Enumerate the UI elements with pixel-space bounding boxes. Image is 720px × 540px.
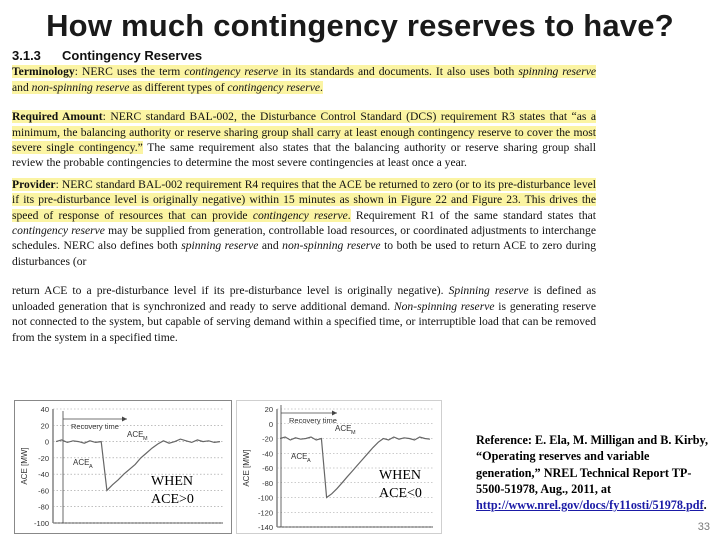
ace-m-label: ACE <box>127 430 144 439</box>
section-title: Contingency Reserves <box>62 48 203 63</box>
provider-highlighted-term: contingency reserve <box>252 208 348 222</box>
ace-a-label: ACE <box>291 452 308 461</box>
y-tick-label: 20 <box>40 421 49 431</box>
y-tick-label: -60 <box>262 464 273 473</box>
ace-a-label: ACE <box>73 458 90 467</box>
ace-negative-caption-line1: WHEN <box>379 468 421 483</box>
provider-rest-term-2: spinning reserve <box>181 239 259 253</box>
provider-rest-1: Requirement R1 of the same standard states that <box>350 208 596 222</box>
required-amount-rest: The same requirement also states that the balancing authority or reserve sharing group shall review the probable contingencies to determine the most severe contingencies at least once a year. <box>12 141 596 170</box>
slide-title: How much contingency reserves to have? <box>46 8 674 43</box>
terminology-term-1: contingency reserve <box>184 65 279 79</box>
ace-m-label: ACE <box>335 424 352 433</box>
y-tick-label: 40 <box>40 405 49 414</box>
ace-negative-figure <box>236 400 442 534</box>
terminology-text-1: : NERC uses the term <box>74 65 185 79</box>
definition-term-2: Non-spinning reserve <box>393 299 495 313</box>
provider-rest-2: may be supplied from generation, controllable load resources, or coordinated adjustments to interchange schedules. NERC also defines both <box>12 224 596 253</box>
terminology-text-3: and <box>12 80 32 94</box>
required-amount-paragraph <box>12 109 596 171</box>
definition-text-2: is defined as unloaded generation that is synchronized and ready to serve additional demand. <box>12 284 596 313</box>
section-number: 3.1.3 <box>12 48 41 63</box>
definition-text-1: return ACE to a pre-disturbance level if its pre-disturbance level is originally negative). <box>12 284 449 298</box>
reference-tail: . <box>703 498 707 513</box>
y-axis-label: ACE [MW] <box>242 449 251 487</box>
ace-m-subscript: M <box>143 436 148 442</box>
provider-rest-4: to both be used to return ACE to zero during disturbances (or <box>12 239 597 268</box>
recovery-time-label: Recovery time <box>71 422 119 431</box>
provider-rest-term-3: non-spinning reserve <box>282 239 381 253</box>
ace-positive-chart <box>15 401 231 533</box>
ace-negative-caption <box>379 467 422 503</box>
provider-highlighted-1: : NERC standard BAL-002 requirement R4 requires that the ACE be returned to zero (or to its pre-disturbance level if its pre-disturbance level is originally negative) within 15 minutes as shown in Figure 22 and Figure 23. This drives the speed of response of resources that can provide <box>12 177 596 222</box>
y-tick-label: -40 <box>38 470 49 480</box>
terminology-text-4: as different types of <box>129 80 228 94</box>
ace-positive-caption-line2: ACE>0 <box>151 492 194 507</box>
terminology-term-3: non-spinning reserve <box>31 80 130 94</box>
y-tick-label: -100 <box>33 519 49 528</box>
y-tick-label: 0 <box>44 437 49 447</box>
ace-positive-caption-line1: WHEN <box>151 474 193 489</box>
terminology-text-5: . <box>320 80 323 94</box>
terminology-label: Terminology <box>12 65 75 79</box>
reference-citation <box>476 432 712 513</box>
definition-term-1: Spinning reserve <box>448 284 529 298</box>
required-amount-label: Required Amount <box>12 110 103 124</box>
y-tick-label: -80 <box>262 478 273 488</box>
y-tick-label: 20 <box>264 405 273 414</box>
y-tick-label: 0 <box>268 419 273 429</box>
provider-highlighted-2: . <box>347 208 351 222</box>
y-tick-label: -140 <box>257 523 273 532</box>
y-axis-label: ACE [MW] <box>20 447 29 485</box>
provider-rest-term-1: contingency reserve <box>12 224 105 238</box>
reference-text: Reference: E. Ela, M. Milligan and B. Kirby, “Operating reserves and variable generation,” NREL Technical Report TP-5500-51978, Aug., 2011, at <box>476 433 709 496</box>
y-tick-label: -20 <box>38 453 49 463</box>
provider-rest-3: and <box>258 239 283 253</box>
y-tick-label: -80 <box>38 502 49 512</box>
terminology-paragraph <box>12 64 596 95</box>
y-tick-label: -120 <box>257 508 273 518</box>
y-tick-label: -40 <box>262 449 273 459</box>
required-amount-highlighted: : NERC standard BAL-002, the Disturbance Control Standard (DCS) requirement R3 states that “as a minimum, the balancing authority or reserve sharing group shall carry at least enough contingency reserve to cover the most severe single contingency.” <box>12 110 596 155</box>
y-tick-label: -60 <box>38 486 49 496</box>
terminology-term-4: contingency reserve <box>227 80 321 94</box>
reserve-definition-paragraph <box>12 283 596 345</box>
recovery-arrow-head <box>332 411 337 416</box>
page-number: 33 <box>697 521 710 533</box>
ace-a-subscript: A <box>89 464 93 470</box>
provider-label: Provider <box>12 177 56 191</box>
recovery-arrow-head <box>122 417 127 422</box>
ace-positive-figure <box>14 400 232 534</box>
recovery-time-label: Recovery time <box>289 416 337 425</box>
ace-positive-caption <box>151 473 194 509</box>
terminology-text-2: in its standards and documents. It also uses both <box>278 65 519 79</box>
provider-paragraph <box>12 177 596 269</box>
terminology-term-2: spinning reserve <box>518 65 596 79</box>
reference-link[interactable]: http://www.nrel.gov/docs/fy11osti/51978.pdf <box>476 498 704 513</box>
y-tick-label: -20 <box>262 434 273 444</box>
document-excerpt <box>12 48 596 351</box>
ace-a-subscript: A <box>307 458 311 464</box>
section-heading <box>12 48 596 63</box>
ace-m-subscript: M <box>351 430 356 436</box>
y-tick-label: -100 <box>257 493 273 503</box>
ace-negative-caption-line2: ACE<0 <box>379 486 422 501</box>
definition-text-3: is generating reserve not connected to the system, but capable of serving demand within a specified time, or interruptible load that can be removed from the system in a specified time. <box>12 299 596 344</box>
